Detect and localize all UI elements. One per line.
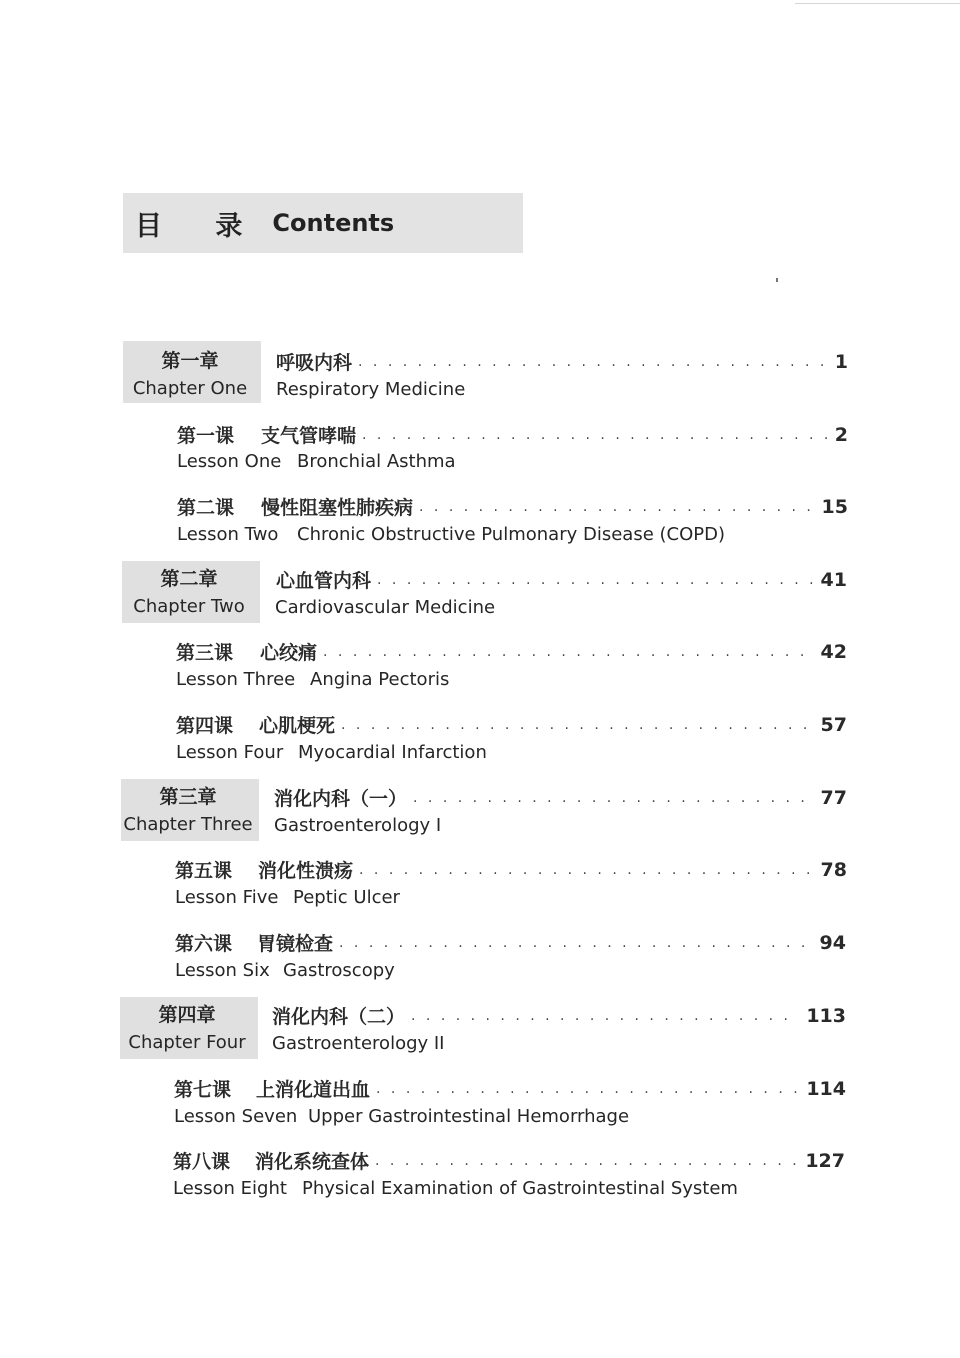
chapter-number-zh: 第二章 [160,568,218,590]
lesson-line-en [176,742,487,763]
lesson-entry[interactable] [177,493,848,520]
chapter-title-zh: 呼吸内科 [276,352,353,374]
chapter-title-zh: 消化内科（二） [272,1006,406,1028]
leader-dots [358,355,827,369]
page-number: 77 [820,786,847,809]
page-number: 127 [805,1149,845,1172]
lesson-number-en: Lesson Four [176,742,284,763]
lesson-number-zh: 第六课 [175,933,233,955]
lesson-number-en: Lesson Eight [173,1178,287,1199]
chapter-number-en: Chapter Three [123,814,253,835]
page-number: 1 [834,350,848,373]
lesson-number-en: Lesson Six [175,960,270,981]
leader-dots [419,500,814,514]
lesson-entry[interactable] [175,856,847,883]
page-number: 42 [820,640,847,663]
chapter-number-en: Chapter One [132,378,248,399]
page-number: 78 [820,858,847,881]
lesson-title-zh: 消化系统查体 [255,1151,370,1173]
lesson-title-en: Physical Examination of Gastrointestinal System [302,1178,738,1199]
chapter-number-en: Chapter Two [133,596,245,617]
lesson-number-zh: 第三课 [176,642,234,664]
page-number: 113 [806,1004,846,1027]
lesson-number-zh: 第四课 [176,715,234,737]
lesson-line-en [175,887,400,908]
page-number: 2 [834,423,848,446]
lesson-number-en: Lesson Five [175,887,279,908]
chapter-number-zh: 第四章 [158,1004,216,1026]
lesson-entry[interactable] [173,1147,845,1174]
leader-dots [375,1154,797,1168]
leader-dots [323,645,813,659]
chapter-title-en: Cardiovascular Medicine [275,597,496,618]
lesson-number-zh: 第八课 [173,1151,231,1173]
lesson-number-zh: 第一课 [177,425,235,447]
lesson-line-en [177,451,456,472]
lesson-title-zh: 胃镜检查 [257,933,334,955]
lesson-number-en: Lesson Two [177,524,279,545]
page-number: 15 [821,495,848,518]
lesson-title-en: Gastroscopy [283,960,395,981]
chapter-number-zh: 第一章 [161,350,219,372]
leader-dots [411,1009,798,1023]
page-number: 114 [806,1077,846,1100]
page-number: 41 [820,568,847,591]
lesson-line-en [175,960,395,981]
leader-dots [377,573,813,587]
lesson-entry[interactable] [176,711,847,738]
chapter-entry[interactable] [272,1002,846,1029]
chapter-title-zh: 心血管内科 [276,570,372,592]
lesson-entry[interactable] [175,929,846,956]
chapter-entry[interactable] [274,784,847,811]
lesson-title-zh: 支气管哮喘 [261,425,357,447]
contents-title-zh: 目 录 [135,210,265,242]
lesson-line-en [176,669,449,690]
lesson-title-en: Chronic Obstructive Pulmonary Disease (COPD) [297,524,725,545]
lesson-title-zh: 上消化道出血 [256,1079,371,1101]
leader-dots [339,936,812,950]
lesson-title-en: Peptic Ulcer [293,887,400,908]
chapter-title-en: Gastroenterology I [274,815,442,836]
lesson-number-en: Lesson Three [176,669,296,690]
lesson-title-en: Myocardial Infarction [298,742,487,763]
lesson-number-en: Lesson Seven [174,1106,298,1127]
lesson-number-zh: 第七课 [174,1079,232,1101]
lesson-number-zh: 第五课 [175,860,233,882]
chapter-title-en: Respiratory Medicine [276,379,466,400]
chapter-title-zh: 消化内科（一） [274,788,408,810]
leader-dots [413,791,813,805]
lesson-title-zh: 慢性阻塞性肺疾病 [261,497,414,519]
lesson-entry[interactable] [176,638,847,665]
lesson-line-en [177,524,725,545]
lesson-number-zh: 第二课 [177,497,235,519]
lesson-entry[interactable] [177,421,848,448]
page-number: 94 [819,931,846,954]
leader-dots [376,1082,798,1096]
lesson-entry[interactable] [174,1075,846,1102]
leader-dots [359,863,813,877]
leader-dots [362,428,827,442]
lesson-title-zh: 消化性溃疡 [258,860,354,882]
lesson-number-en: Lesson One [177,451,282,472]
lesson-line-en [173,1178,738,1199]
lesson-title-zh: 心绞痛 [260,642,318,664]
page-number: 57 [820,713,847,736]
chapter-number-zh: 第三章 [159,786,217,808]
lesson-title-en: Bronchial Asthma [297,451,456,472]
chapter-number-en: Chapter Four [128,1032,246,1053]
leader-dots [341,718,813,732]
contents-title-en: Contents [272,209,395,237]
lesson-title-en: Angina Pectoris [310,669,450,690]
lesson-title-en: Upper Gastrointestinal Hemorrhage [308,1106,630,1127]
chapter-entry[interactable] [276,348,848,375]
lesson-line-en [174,1106,629,1127]
chapter-entry[interactable] [276,566,847,593]
chapter-title-en: Gastroenterology II [272,1033,445,1054]
lesson-title-zh: 心肌梗死 [259,715,336,737]
